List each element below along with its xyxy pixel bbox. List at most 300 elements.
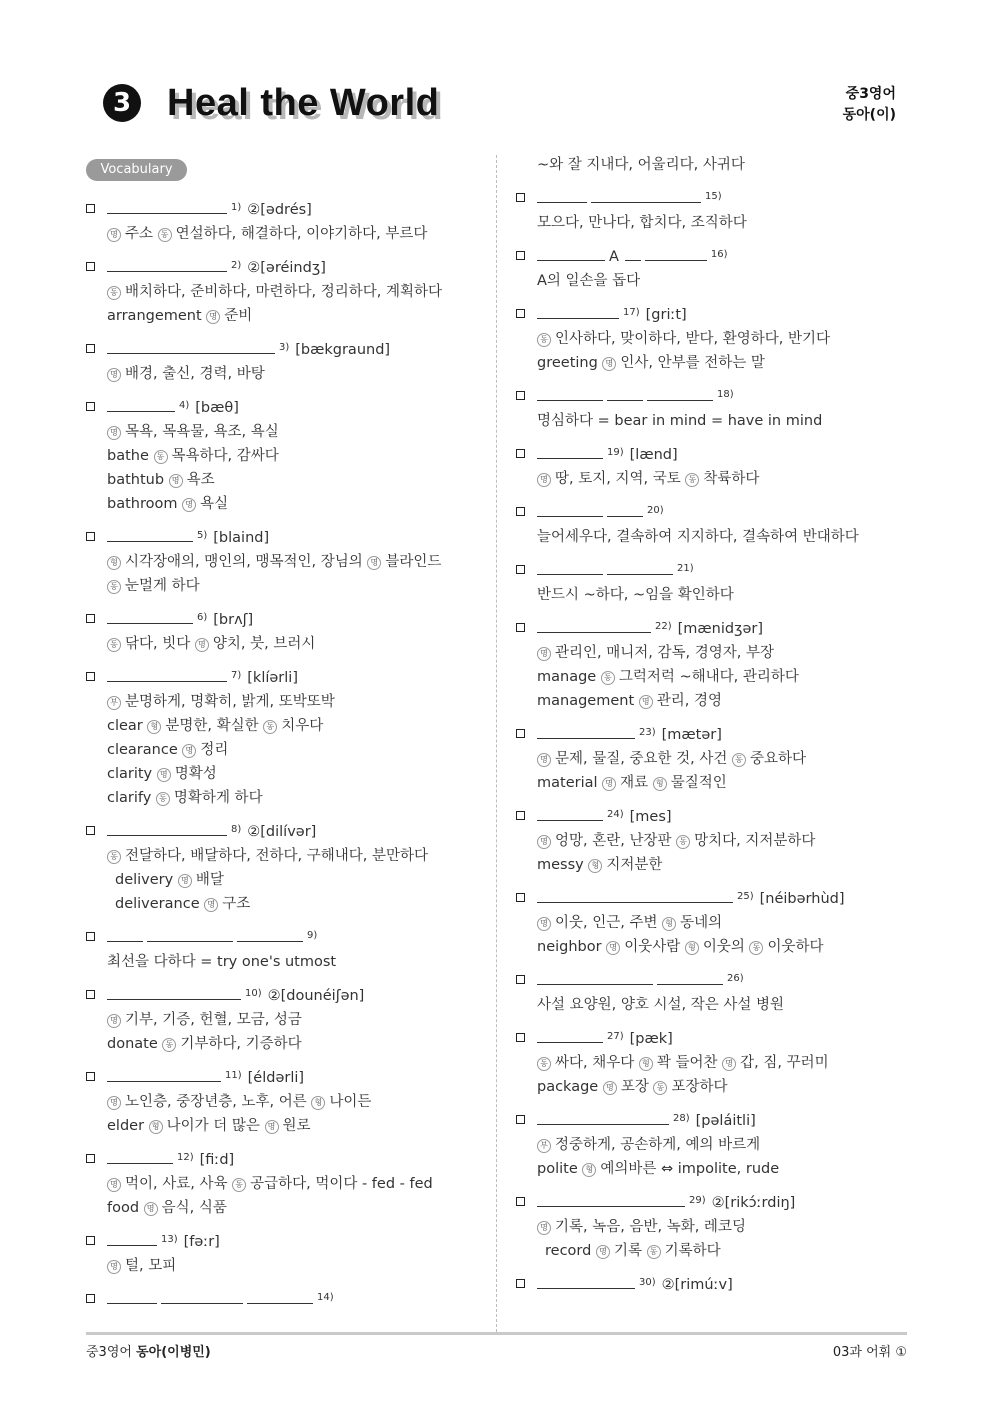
pronunciation: [bækgraund]: [295, 342, 391, 358]
entry-headline: [107, 666, 481, 690]
definition-line: [537, 269, 916, 293]
definition-line: [107, 1172, 481, 1196]
answer-blank[interactable]: [107, 1067, 221, 1082]
entry-headline: [537, 617, 916, 641]
definition-text: 이웃하다: [767, 939, 824, 955]
answer-blank[interactable]: [107, 821, 227, 836]
definition-text: 음식, 식품: [161, 1200, 227, 1216]
part-of-speech-icon: 동: [653, 1081, 667, 1095]
definition-text: 관리인, 매니저, 감독, 경영자, 부장: [555, 645, 774, 661]
question-number: 9): [307, 930, 318, 941]
question-number: 22): [655, 621, 672, 632]
question-number: 2): [231, 260, 242, 271]
entry-headline: [107, 526, 481, 550]
entry-headline: [107, 1066, 481, 1090]
definition-line: [107, 632, 481, 656]
definition-text: 치우다: [281, 718, 324, 734]
vocab-entry: [86, 1066, 481, 1138]
answer-blank[interactable]: [657, 970, 723, 985]
part-of-speech-icon: 명: [144, 1202, 158, 1216]
definition-line: [537, 771, 916, 795]
answer-blank[interactable]: [537, 970, 653, 985]
definition-text: deliverance: [115, 896, 205, 912]
checkbox-icon[interactable]: [86, 262, 95, 271]
definition-text: 인사하다, 맞이하다, 받다, 환영하다, 반기다: [555, 331, 830, 347]
answer-blank[interactable]: [107, 609, 193, 624]
definition-text: 명확성: [174, 766, 217, 782]
definition-text: 갑, 짐, 꾸러미: [740, 1055, 829, 1071]
entry-headline: [537, 187, 916, 211]
definition-line: [107, 844, 481, 868]
answer-blank[interactable]: [107, 257, 227, 272]
footer-right: 03과 어휘 ①: [832, 1345, 907, 1360]
question-number: 26): [727, 973, 744, 984]
part-of-speech-icon: 형: [653, 777, 667, 791]
part-of-speech-icon: 동: [107, 850, 121, 864]
entry-headline: [537, 303, 916, 327]
part-of-speech-icon: 동: [685, 473, 699, 487]
definition-text: 명심하다 = bear in mind = have in mind: [537, 413, 823, 429]
answer-blank[interactable]: [107, 397, 175, 412]
definition-text: arrangement: [107, 308, 207, 324]
definition-line: [537, 853, 916, 877]
definition-text: bathe: [107, 448, 154, 464]
part-of-speech-icon: 명: [157, 768, 171, 782]
part-of-speech-icon: 동: [107, 580, 121, 594]
part-of-speech-icon: 동: [107, 286, 121, 300]
vocabulary-section-label: Vocabulary: [86, 159, 187, 181]
definition-text: clarity: [107, 766, 157, 782]
vocab-entry: [516, 1027, 916, 1099]
definition-line: [537, 993, 916, 1017]
part-of-speech-icon: 명: [639, 695, 653, 709]
definition-text: 포장: [620, 1079, 654, 1095]
definition-line: [537, 1075, 916, 1099]
question-number: 1): [231, 202, 242, 213]
checkbox-icon[interactable]: [86, 1236, 95, 1245]
vocab-entry: [86, 1288, 481, 1312]
vocab-entry: [516, 969, 916, 1017]
answer-blank[interactable]: [537, 1274, 635, 1289]
definition-line: [537, 935, 916, 959]
vocab-entry: [516, 443, 916, 491]
entry-headline: [537, 1191, 916, 1215]
definition-text: 전달하다, 배달하다, 전하다, 구해내다, 분만하다: [125, 848, 429, 864]
part-of-speech-icon: 명: [596, 1245, 610, 1259]
answer-blank[interactable]: [537, 888, 733, 903]
question-number: 18): [717, 389, 734, 400]
definition-line: [107, 304, 481, 328]
question-number: 10): [245, 988, 262, 999]
definition-text: greeting: [537, 355, 603, 371]
part-of-speech-icon: 동: [647, 1245, 661, 1259]
part-of-speech-icon: 동: [537, 333, 551, 347]
vocab-entry: [86, 338, 481, 386]
pronunciation: [mænidʒər]: [677, 621, 763, 637]
checkbox-icon[interactable]: [86, 1154, 95, 1163]
answer-blank[interactable]: [537, 304, 619, 319]
definition-text: clarify: [107, 790, 156, 806]
vocab-entry: [86, 666, 481, 810]
vocab-entry: [516, 617, 916, 713]
definition-text: clear: [107, 718, 148, 734]
pronunciation: [fiːd]: [199, 1152, 235, 1168]
definition-line: [107, 786, 481, 810]
column-divider: [496, 155, 497, 1332]
answer-blank[interactable]: [625, 246, 641, 261]
answer-blank[interactable]: [607, 560, 673, 575]
entry-headline: [107, 1148, 481, 1172]
definition-text: 분명하게, 명확히, 밝게, 또박또박: [125, 694, 335, 710]
pronunciation: [griːt]: [645, 307, 687, 323]
answer-blank[interactable]: [607, 386, 643, 401]
definition-text: 지저분한: [606, 857, 663, 873]
entry-headline: [537, 723, 916, 747]
entry-headline: [107, 256, 481, 280]
vocab-entry: [86, 926, 481, 974]
definition-line: [537, 665, 916, 689]
vocab-entry: [516, 153, 916, 177]
definition-line: [537, 525, 916, 549]
answer-blank[interactable]: [107, 199, 227, 214]
definition-text: 양치, 붓, 브러시: [212, 636, 316, 652]
definition-text: 재료: [620, 775, 653, 791]
checkbox-icon[interactable]: [86, 204, 95, 213]
vocab-entry: [86, 396, 481, 516]
checkbox-icon[interactable]: [516, 975, 525, 984]
part-of-speech-icon: 명: [602, 357, 616, 371]
answer-blank[interactable]: [645, 246, 707, 261]
definition-text: management: [537, 693, 639, 709]
answer-blank[interactable]: [247, 1289, 313, 1304]
question-number: 29): [689, 1195, 706, 1206]
answer-blank[interactable]: [537, 188, 587, 203]
answer-blank[interactable]: [537, 1028, 603, 1043]
definition-line: [107, 1114, 481, 1138]
part-of-speech-icon: 명: [182, 498, 196, 512]
grade-label: [843, 84, 896, 126]
grade-line-1: 중3영어: [845, 86, 896, 102]
definition-text: 눈멀게 하다: [125, 578, 200, 594]
checkbox-icon[interactable]: [86, 932, 95, 941]
checkbox-icon[interactable]: [516, 1033, 525, 1042]
answer-blank[interactable]: [537, 444, 603, 459]
answer-blank[interactable]: [537, 1192, 685, 1207]
checkbox-icon[interactable]: [516, 893, 525, 902]
definition-line: [537, 211, 916, 235]
part-of-speech-icon: 형: [588, 859, 602, 873]
checkbox-icon[interactable]: [516, 811, 525, 820]
definition-line: [537, 641, 916, 665]
answer-blank[interactable]: [647, 386, 713, 401]
checkbox-icon[interactable]: [86, 1072, 95, 1081]
definition-line: [107, 222, 481, 246]
part-of-speech-icon: 형: [662, 917, 676, 931]
definition-text: 시각장애의, 맹인의, 맹목적인, 장님의: [125, 554, 368, 570]
pronunciation: [lænd]: [629, 447, 678, 463]
definition-line: [537, 1239, 916, 1263]
part-of-speech-icon: 명: [606, 941, 620, 955]
definition-text: 문제, 물질, 중요한 것, 사건: [555, 751, 732, 767]
checkbox-icon[interactable]: [86, 990, 95, 999]
vocab-entry: [86, 820, 481, 916]
answer-blank[interactable]: [537, 246, 605, 261]
answer-blank[interactable]: [607, 502, 643, 517]
checkbox-icon[interactable]: [516, 449, 525, 458]
definition-text: 기부, 기증, 헌혈, 모금, 성금: [125, 1012, 302, 1028]
part-of-speech-icon: 동: [232, 1178, 246, 1192]
entry-headline: [107, 338, 481, 362]
checkbox-icon[interactable]: [86, 614, 95, 623]
pronunciation: ②[rikɔ́ːrdiŋ]: [711, 1195, 796, 1211]
pronunciation: ②[dounéiʃən]: [267, 988, 365, 1004]
question-number: 13): [161, 1234, 178, 1245]
part-of-speech-icon: 동: [162, 1038, 176, 1052]
entry-headline: [537, 245, 916, 269]
part-of-speech-icon: 명: [107, 368, 121, 382]
pronunciation: [mætər]: [661, 727, 722, 743]
definition-text: 최선을 다하다 = try one's utmost: [107, 954, 337, 970]
definition-text: 이웃사람: [624, 939, 685, 955]
pronunciation: ②[ədrés]: [247, 202, 312, 218]
part-of-speech-icon: 명: [537, 647, 551, 661]
definition-line: [537, 409, 916, 433]
definition-text: 분명한, 확실한: [165, 718, 264, 734]
vocab-entry: [516, 1273, 916, 1297]
part-of-speech-icon: 부: [107, 696, 121, 710]
definition-text: 배경, 출신, 경력, 바탕: [125, 366, 265, 382]
part-of-speech-icon: 명: [195, 638, 209, 652]
part-of-speech-icon: 명: [107, 1260, 121, 1274]
answer-blank[interactable]: [591, 188, 701, 203]
checkbox-icon[interactable]: [516, 309, 525, 318]
answer-blank[interactable]: [537, 1110, 669, 1125]
part-of-speech-icon: 동: [732, 753, 746, 767]
entry-headline: [107, 1288, 481, 1312]
definition-text: 목욕하다, 감싸다: [171, 448, 279, 464]
definition-text: package: [537, 1079, 603, 1095]
checkbox-icon[interactable]: [86, 402, 95, 411]
definition-line: [537, 583, 916, 607]
definition-line: [107, 714, 481, 738]
definition-text: 이웃, 인근, 주변: [555, 915, 663, 931]
part-of-speech-icon: 동: [537, 1057, 551, 1071]
answer-blank[interactable]: [237, 927, 303, 942]
answer-blank[interactable]: [107, 985, 241, 1000]
part-of-speech-icon: 명: [537, 473, 551, 487]
left-vocab-column: [86, 198, 481, 1322]
vocab-entry: [86, 256, 481, 328]
part-of-speech-icon: 형: [639, 1057, 653, 1071]
part-of-speech-icon: 명: [204, 898, 218, 912]
answer-blank[interactable]: [147, 927, 233, 942]
part-of-speech-icon: 명: [537, 1221, 551, 1235]
part-of-speech-icon: 형: [107, 556, 121, 570]
definition-text: 중요하다: [749, 751, 806, 767]
definition-text: 망치다, 지저분하다: [694, 833, 816, 849]
vocab-entry: [86, 198, 481, 246]
pronunciation: ②[dilívər]: [247, 824, 317, 840]
entry-headline: [537, 805, 916, 829]
answer-blank[interactable]: [537, 806, 603, 821]
part-of-speech-icon: 동: [676, 835, 690, 849]
question-number: 15): [705, 191, 722, 202]
part-of-speech-icon: 명: [206, 310, 220, 324]
definition-text: 준비: [224, 308, 253, 324]
checkbox-icon[interactable]: [516, 251, 525, 260]
pronunciation: [fəːr]: [183, 1234, 220, 1250]
definition-text: 반드시 ~하다, ~임을 확인하다: [537, 587, 734, 603]
question-number: 4): [179, 400, 190, 411]
checkbox-icon[interactable]: [516, 391, 525, 400]
vocab-entry: [86, 526, 481, 598]
answer-blank[interactable]: [107, 1289, 157, 1304]
part-of-speech-icon: 명: [107, 1178, 121, 1192]
answer-blank[interactable]: [107, 1231, 157, 1246]
definition-text: 명확하게 하다: [173, 790, 263, 806]
definition-text: 원로: [282, 1118, 311, 1134]
definition-line: [107, 950, 481, 974]
checkbox-icon[interactable]: [516, 193, 525, 202]
entry-headline: [537, 501, 916, 525]
part-of-speech-icon: 명: [107, 1096, 121, 1110]
answer-blank[interactable]: [107, 527, 193, 542]
vocab-entry: [86, 608, 481, 656]
part-of-speech-icon: 명: [367, 556, 381, 570]
vocab-entry: [516, 1191, 916, 1263]
part-of-speech-icon: 명: [603, 1081, 617, 1095]
definition-line: [537, 1133, 916, 1157]
part-of-speech-icon: 명: [537, 753, 551, 767]
definition-text: 공급하다, 먹이다 - fed - fed: [250, 1176, 433, 1192]
checkbox-icon[interactable]: [516, 507, 525, 516]
definition-line: [537, 327, 916, 351]
definition-text: 착륙하다: [703, 471, 760, 487]
entry-headline: [537, 969, 916, 993]
definition-text: 동네의: [680, 915, 723, 931]
definition-line: [107, 892, 481, 916]
definition-line: [107, 468, 481, 492]
part-of-speech-icon: 동: [107, 638, 121, 652]
part-of-speech-icon: 명: [107, 1014, 121, 1028]
definition-text: bathtub: [107, 472, 169, 488]
question-number: 3): [279, 342, 290, 353]
checkbox-icon[interactable]: [516, 1197, 525, 1206]
answer-blank[interactable]: [161, 1289, 243, 1304]
part-of-speech-icon: 형: [685, 941, 699, 955]
answer-blank[interactable]: [107, 339, 275, 354]
definition-line: [537, 1157, 916, 1181]
footer-rule: [86, 1332, 907, 1335]
vocab-entry: [516, 501, 916, 549]
definition-text: delivery: [115, 872, 178, 888]
definition-text: bathroom: [107, 496, 183, 512]
definition-text: 포장하다: [671, 1079, 728, 1095]
entry-headline: [107, 198, 481, 222]
definition-text: 연설하다, 해결하다, 이야기하다, 부르다: [175, 226, 428, 242]
part-of-speech-icon: 형: [311, 1096, 325, 1110]
part-of-speech-icon: 동: [601, 671, 615, 685]
definition-line: [537, 1215, 916, 1239]
question-number: 6): [197, 612, 208, 623]
answer-blank[interactable]: [537, 386, 603, 401]
answer-blank[interactable]: [537, 724, 635, 739]
vocab-entry: [516, 559, 916, 607]
pronunciation: [klíərli]: [247, 670, 298, 686]
pronunciation: [mes]: [629, 809, 672, 825]
pronunciation: [néibərhùd]: [759, 891, 845, 907]
definition-line: [537, 351, 916, 375]
checkbox-icon[interactable]: [516, 729, 525, 738]
definition-text: 닦다, 빗다: [125, 636, 195, 652]
definition-text: polite: [537, 1161, 583, 1177]
checkbox-icon[interactable]: [516, 1279, 525, 1288]
answer-blank[interactable]: [537, 560, 603, 575]
definition-text: 인사, 안부를 전하는 말: [620, 355, 765, 371]
checkbox-icon[interactable]: [86, 672, 95, 681]
checkbox-icon[interactable]: [516, 565, 525, 574]
definition-line: [537, 467, 916, 491]
checkbox-icon[interactable]: [516, 623, 525, 632]
vocab-entry: [516, 303, 916, 375]
part-of-speech-icon: 명: [265, 1120, 279, 1134]
pronunciation: ②[əréindʒ]: [247, 260, 326, 276]
definition-text: 나이든: [329, 1094, 372, 1110]
definition-line: [537, 1051, 916, 1075]
question-number: 14): [317, 1292, 334, 1303]
definition-line: [537, 153, 916, 177]
question-number: 8): [231, 824, 242, 835]
checkbox-icon[interactable]: [86, 826, 95, 835]
definition-text: A의 일손을 돕다: [537, 273, 641, 289]
definition-text: 그럭저럭 ~해내다, 관리하다: [618, 669, 799, 685]
answer-blank[interactable]: [107, 667, 227, 682]
question-number: 23): [639, 727, 656, 738]
answer-blank[interactable]: [107, 927, 143, 942]
definition-line: [107, 868, 481, 892]
answer-blank[interactable]: [107, 1149, 173, 1164]
definition-line: [107, 574, 481, 598]
definition-text: neighbor: [537, 939, 607, 955]
definition-text: 싸다, 채우다: [555, 1055, 639, 1071]
checkbox-icon[interactable]: [516, 1115, 525, 1124]
checkbox-icon[interactable]: [86, 532, 95, 541]
question-number: 27): [607, 1031, 624, 1042]
definition-line: [537, 689, 916, 713]
answer-blank[interactable]: [537, 618, 651, 633]
answer-blank[interactable]: [537, 502, 603, 517]
question-number: 24): [607, 809, 624, 820]
footer-course: 중3영어: [86, 1345, 137, 1360]
definition-line: [107, 420, 481, 444]
definition-text: material: [537, 775, 603, 791]
definition-text: 사설 요양원, 양호 시설, 작은 사설 병원: [537, 997, 784, 1013]
vocab-entry: [86, 1148, 481, 1220]
entry-headline: [537, 1109, 916, 1133]
pronunciation: [blaind]: [213, 530, 270, 546]
definition-text: 이웃의: [702, 939, 750, 955]
question-number: 30): [639, 1277, 656, 1288]
vocab-entry: [516, 805, 916, 877]
definition-text: 물질적인: [670, 775, 727, 791]
definition-line: [537, 829, 916, 853]
pronunciation: [éldərli]: [247, 1070, 305, 1086]
pronunciation: [pəláitli]: [695, 1113, 756, 1129]
definition-text: 예의바른 ⇔ impolite, rude: [600, 1161, 780, 1177]
checkbox-icon[interactable]: [86, 344, 95, 353]
checkbox-icon[interactable]: [86, 1294, 95, 1303]
vocab-entry: [516, 385, 916, 433]
